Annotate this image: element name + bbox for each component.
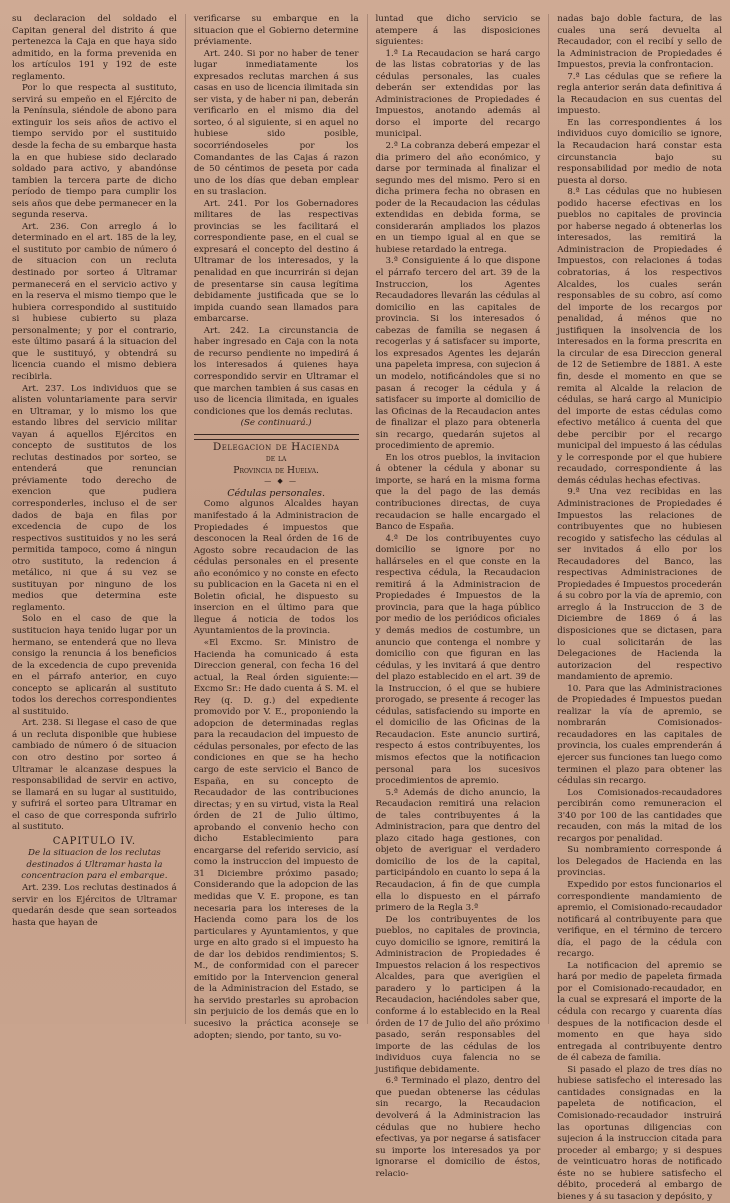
paragraph: verificarse su embarque en la situacion que el Gobierno determine préviamente.	[193, 14, 359, 48]
column-3	[375, 14, 541, 1179]
rule-7: 7.ª Las cédulas que se refiere la regla anterior serán data definitiva á la Recaudacion en sus cuentas del impuesto.	[557, 71, 722, 117]
section-title: Delegacion de Hacienda	[212, 440, 340, 453]
paragraph: De los contribuyentes de los pueblos, no capitales de provincia, cuyo domicilio se ignore, remitirá la Administracion de Propiedades é Impuestos relacion á los respectivos Alcaldes, para que averigüen el paradero y lo participen á la Recaudacion, haciéndoles saber que, conforme á lo establecido en la Real órden de 17 de Julio del año próximo pasado, serán responsables del importe de las cédulas de los individuos cuya falencia no se justifique debidamente.	[375, 914, 541, 1075]
paragraph: Su nombramiento corresponde á los Delegados de Hacienda en las provincias.	[557, 845, 722, 879]
article-238: Art. 238. Si llegase el caso de que á un recluta disponible que hubiese cambiado de número ó de situacion con otro destino por sorteo á Ultramar le alcanzase despues la responsabilidad de servir en activo, se llamará en su lugar al sustituido, y sufrirá el sorteo para Ultramar en el caso de que corresponda sufrirlo al sustituto.	[12, 718, 177, 833]
rule-10: 10. Para que las Administraciones de Propiedades é Impuestos puedan realizar la vía de apremio, se nombrarán Comisionados-recaudadores en las capitales de provincia, los cuales emprenderán á ejercer sus funciones tan luego como terminen el plazo para obtener las cédulas sin recargo.	[557, 683, 722, 787]
column-divider	[367, 14, 368, 1024]
rule-1: 1.ª La Recaudacion se hará cargo de las listas cobratorias y de las cédulas personales, las cuales deberán ser extendidas por las Administraciones de Propiedades é Impuestos, anotando además al dorso el importe del recargo municipal.	[375, 48, 541, 140]
paragraph: su declaracion del soldado el Capitan general del distrito á que pertenezca la Caja en que haya sido admitido, en la forma prevenida en los artículos 191 y 192 de este reglamento.	[12, 14, 177, 82]
section-subtitle: Provincia de Huelva.	[233, 464, 319, 476]
paragraph: En los otros pueblos, la invitacion á obtener la cédula y abonar su importe, se hará en la misma forma que la del pago de las demás contribuciones directas, de cuya recaudacion se halle encargado el Banco de España.	[375, 452, 541, 533]
column-1	[12, 14, 177, 1024]
article-237: Art. 237. Los individuos que se alisten voluntariamente para servir en Ultramar, y lo mismo los que estando libres del servicio militar vayan á aquellos Ejércitos en concepto de sustitutos de los reclutas destinados por sorteo, se entenderá que renuncian préviamente todo derecho de exencion que pudiera corresponderles, incluso el de ser dados de baja en filas por excedencia de cupo de los respectivos sustituidos y no les será permitida tampoco, como á ningun otro sustituto, la redencion á metálico, ni que á su vez se sustituyan por ninguno de los medios que determina este reglamento.	[12, 383, 177, 613]
chapter-heading: CAPITULO IV.	[52, 835, 137, 847]
paragraph: luntad que dicho servicio se atempere á las disposiciones siguientes:	[375, 14, 541, 48]
rule-4: 4.ª De los contribuyentes cuyo domicilio se ignore por no hallárseles en el que conste en la respectiva cédula, la Recaudacion remitirá á la Administracion de Propiedades é Impuestos de la provincia, para que la haga público por medio de los periódicos oficiales y demás medios de costumbre, un anuncio que contenga el nombre y domicilio con que figuran en las cédulas, y les invitará á que dentro del plazo establecido en el art. 39 de la Instruccion, ó el que se hubiere prorogado, se presente á recoger las cédulas, satisfaciendo su importe en el domicilio de las Oficinas de la Recaudacion. Este anuncio surtirá, respecto á estos contribuyentes, los mismos efectos que la notificacion personal para los sucesivos procedimientos de apremio.	[375, 533, 541, 787]
section-heading: Cédulas personales.	[227, 487, 326, 499]
paragraph: Por lo que respecta al sustituto, servirá su empeño en el Ejército de la Península, siéndole de abono para extinguir los seis años de activo el tiempo servido por el sustituido desde la fecha de su embarque hasta la en que hubiese sido declarado soldado para activo, y abandónse tambien la tercera parte de dicho período de tiempo para cumplir los seis años que debe permanecer en la segunda reserva.	[12, 83, 177, 221]
section-rule	[194, 434, 359, 435]
column-4	[557, 14, 722, 1202]
rule-6: 6.ª Terminado el plazo, dentro del que puedan obtenerse las cédulas sin recargo, la Recaudacion devolverá á la Administracion las cédulas que no hubiere hecho efectivas, ya por negarse á satisfacer su importe los interesados ya por ignorarse el domicilio de éstos, relacio-	[375, 1076, 541, 1179]
chapter-subtitle: De la situacion de los reclutas destinados á Ultramar hasta la concentracion para el embarque.	[21, 848, 168, 882]
rule-2: 2.ª La cobranza deberá empezar el dia primero del año económico, y darse por terminada al finalizar el segundo mes del mismo. Pero si en dicha primera fecha no obrasen en poder de la Recaudacion las cédulas extendidas en debida forma, se considerarán ampliados los plazos en un tiempo igual al en que se hubiese retardado la entrega.	[375, 141, 541, 255]
section-rule	[194, 439, 359, 440]
article-236: Art. 236. Con arreglo á lo determinado en el art. 185 de la ley, el sustituto por cambio de número ó de situacion con un recluta destinado por sorteo á Ultramar permanecerá en el servicio activo y en la reserva el mismo tiempo que le hubiera correspondido al sustituido si hubiese cubierto su plaza personalmente; y por el contrario, este último pasará á la situacion del que le sustituyó, y obtendrá su licencia cuando el mismo debiera recibirla.	[12, 221, 177, 382]
rule-9: 9.ª Una vez recibidas en las Administraciones de Propiedades é Impuestos las relaciones de contribuyentes que no hubiesen recogido y satisfecho las cédulas al ser invitados á ello por los Recaudadores del Banco, las respectivas Administraciones de Propiedades é Impuestos procederán á su cobro por la vía de apremio, con arreglo á la Instruccion de 3 de Diciembre de 1869 ó á las disposiciones que se dictasen, para lo cual solicitarán de las Delegaciones de Hacienda la autorizacion del respectivo mandamiento de apremio.	[557, 487, 722, 683]
column-2	[193, 14, 359, 1041]
paragraph: Expedido por estos funcionarios el correspondiente mandamiento de apremio, el Comisionado-recaudador notificará al contribuyente para que verifique, en el término de tercero día, el pago de la cédula con recargo.	[557, 880, 722, 960]
paragraph: Como algunos Alcaldes hayan manifestado á la Administracion de Propiedades é impuestos que desconocen la Real órden de 16 de Agosto sobre recaudacion de las cédulas personales en el presente año económico y no conste en efecto su publicacion en la Gaceta ni en el Boletin oficial, he dispuesto su insercion en el último para que llegue á noticia de todos los Ayuntamientos de la provincia.	[193, 499, 359, 637]
column-divider	[185, 14, 186, 1024]
paragraph: En las correspondientes á los individuos cuyo domicilio se ignore, la Recaudacion hará constar esta circunstancia bajo su responsabilidad por medio de nota puesta al dorso.	[557, 117, 722, 186]
ornament-divider: — ◆ —	[264, 477, 299, 486]
column-divider	[548, 14, 549, 1024]
royal-order-text: «El Excmo. Sr. Ministro de Hacienda ha comunicado á esta Direccion general, con fecha 16 del actual, la Real órden siguiente:—Excmo Sr.: He dado cuenta á S. M. el Rey (q. D. g.) del expediente promovido por V. E., proponiendo la adopcion de determinadas reglas para la recaudacion del impuesto de cédulas personales, por efecto de las condiciones en que se ha hecho cargo de este servicio el Banco de España, en su concepto de Recaudador de las contribuciones directas; y en su virtud, vista la Real órden de 21 de Julio último, aprobando el convenio hecho con dicho Establecimiento para encargarse del referido servicio, así como la instruccion del impuesto de 31 Diciembre próximo pasado; Considerando que la adopcion de las medidas que V. E. propone, es tan necesaria para los intereses de la Hacienda como para los de los particulares y Ayuntamientos, y que urge en alto grado si el impuesto ha de dar los debidos rendimientos; S. M., de conformidad con el parecer emitido por la Intervencion general de la Administracion del Estado, se ha servido prestarles su aprobacion sin perjuicio de los demás que en lo sucesivo la práctica aconseje se adopten; siendo, por tanto, su vo-	[193, 637, 359, 1041]
continuation-note: (Se continuará.)	[240, 418, 312, 429]
rule-8: 8.ª Las cédulas que no hubiesen podido hacerse efectivas en los pueblos no capitales de provincia por haberse negado á obtenerlas los interesados, las remitirá la Administracion de Propiedades é Impuestos, con relaciones á todas cobratorias, á los respectivos Alcaldes, los cuales serán responsables de su cobro, así como del importe de los recargos por penalidad, á ménos que no justifiquen la insolvencia de los interesados en la forma prescrita en la circular de esa Direccion general de 12 de Setiembre de 1881. A este fin, desde el momento en que se remita al Alcalde la relacion de cédulas, se hará cargo al Municipio del importe de estas cédulas como efectivo metálico á cuenta del que debe percibir por el recargo municipal del impuesto á las cédulas y le corresponde por el que hubiere recaudado, correspondiente á las demás cédulas hechas efectivas.	[557, 187, 722, 486]
paragraph: Los Comisionados-recaudadores percibirán como remuneracion el 3'40 por 100 de las cantidades que recauden, con más la mitad de los recargos por penalidad.	[557, 787, 722, 844]
article-239: Art. 239. Los reclutas destinados á servir en los Ejércitos de Ultramar quedarán desde que sean sorteados hasta que hayan de	[12, 883, 177, 928]
text-columns	[12, 14, 722, 1202]
article-240: Art. 240. Si por no haber de tener lugar inmediatamente los expresados reclutas marchen á sus casas en uso de licencia ilimitada sin ser vista, y de haber ni pan, deberán verificarlo en el mismo dia del sorteo, ó al siguiente, si en aquel no hubiese sido posible, socorriéndoseles por los Comandantes de las Cajas á razon de 50 céntimos de peseta por cada uno de los días que deban emplear en su traslacion.	[193, 48, 359, 198]
paragraph: La notificacion del apremio se hará por medio de papeleta firmada por el Comisionado-recaudador, en la cual se expresará el importe de la cédula con recargo y cuarenta días despues de la notificacion desde el momento en que haya sido entregada al contribuyente dentro de él cabeza de familia.	[557, 960, 722, 1064]
paragraph: nadas bajo doble factura, de las cuales una será devuelta al Recaudador, con el recibí y sello de la Administracion de Propiedades é Impuestos, previa la confrontacion.	[557, 14, 722, 71]
paragraph: Solo en el caso de que la sustitucion haya tenido lugar por un hermano, se entenderá que no lleva consigo la renuncia á los beneficios de la excedencia de cupo prevenida en el párrafo anterior, en cuyo concepto se aplicarán al sustituto todos los derechos correspondientes al sustituido.	[12, 614, 177, 717]
rule-3: 3.ª Consiguiente á lo que dispone el párrafo tercero del art. 39 de la Instruccion, los Agentes Recaudadores llevarán las cédulas al domicilio en las capitales de provincia. Si los interesados ó cabezas de familia se negasen á recogerlas y á satisfacer su importe, los expresados Agentes les dejarán una papeleta impresa, con sujecion á un modelo, notificándoles que si no pasan á recoger la cédula y á satisfacer su importe al domicilio de las Oficinas de la Recaudacion antes de finalizar el plazo para obtenerla sin recargo, quedarán sujetos al procedimiento de apremio.	[375, 256, 541, 452]
article-241: Art. 241. Por los Gobernadores militares de las respectivas provincias se les facilitará el correspondiente pase, en el cual se expresará el concepto del destino á Ultramar de los interesados, y la penalidad en que incurrirán si dejan de presentarse sin causa legítima debidamente justificada que se lo impida cuando sean llamados para embarcarse.	[193, 198, 359, 325]
article-242: Art. 242. La circunstancia de haber ingresado en Caja con la nota de recurso pendiente no impedirá á los interesados á quienes haya correspondido servir en Ultramar el que marchen tambien á sus casas en uso de licencia ilimitada, en iguales condiciones que los demás reclutas.	[193, 325, 359, 417]
paragraph: Si pasado el plazo de tres días no hubiese satisfecho el interesado las cantidades consignadas en la papeleta de notificacion, el Comisionado-recaudador instruirá las oportunas diligencias con sujecion á la instruccion citada para proceder al embargo; y si despues de veinticuatro horas de notificado éste no se hubiere satisfecho el débito, procederá al embargo de bienes y á su tasacion y depósito, y	[557, 1064, 722, 1202]
rule-5: 5.ª Además de dicho anuncio, la Recaudacion remitirá una relacion de tales contribuyentes á la Administracion, para que dentro del plazo citado haga gestiones, con objeto de averiguar el verdadero domicilio de los de la capital, participándolo en cuanto lo sepa á la Recaudacion, á fin de que cumpla ella lo dispuesto en el párrafo primero de la Regla 3.ª	[375, 787, 541, 914]
section-subtitle: de la	[265, 453, 287, 465]
